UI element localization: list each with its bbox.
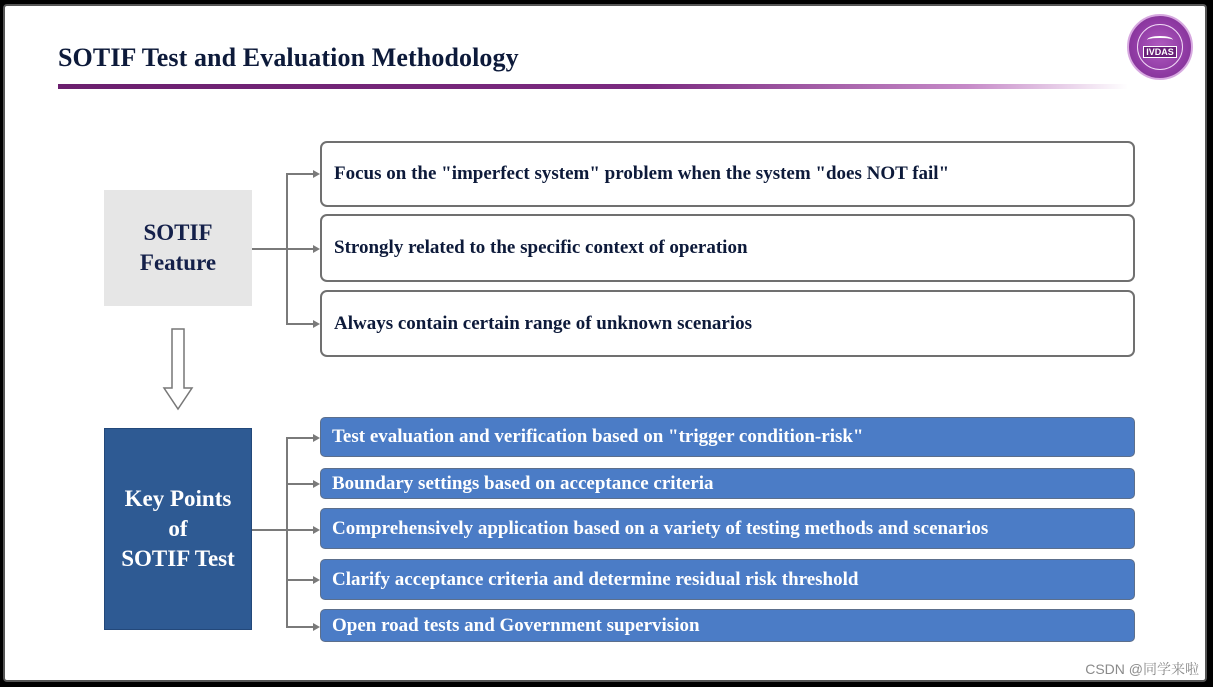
key-point-item: Clarify acceptance criteria and determine residual risk threshold <box>320 559 1135 600</box>
arrow-right-icon <box>313 526 320 534</box>
watermark: CSDN @同学来啦 <box>1085 661 1199 677</box>
arrow-right-icon <box>313 170 320 178</box>
arrow-right-icon <box>313 245 320 253</box>
key-label-line2: of <box>168 516 188 541</box>
key-label-line3: SOTIF Test <box>121 546 235 571</box>
feature-label-line2: Feature <box>139 250 217 275</box>
connector-line <box>252 248 287 250</box>
connector-line <box>286 483 314 485</box>
connector-line <box>286 437 288 627</box>
arrow-right-icon <box>313 480 320 488</box>
connector-line <box>286 248 314 250</box>
feature-item: Strongly related to the specific context of operation <box>320 214 1135 282</box>
slide-title: SOTIF Test and Evaluation Methodology <box>58 43 519 72</box>
key-point-item: Test evaluation and verification based on "trigger condition-risk" <box>320 417 1135 457</box>
connector-line <box>286 173 314 175</box>
car-icon <box>1147 36 1173 44</box>
logo-text: IVDAS <box>1143 46 1177 58</box>
arrow-right-icon <box>313 576 320 584</box>
connector-line <box>286 323 314 325</box>
key-point-item: Open road tests and Government supervision <box>320 609 1135 642</box>
feature-item: Always contain certain range of unknown scenarios <box>320 290 1135 357</box>
key-point-item: Boundary settings based on acceptance criteria <box>320 468 1135 499</box>
connector-line <box>286 529 314 531</box>
arrow-right-icon <box>313 434 320 442</box>
connector-line <box>252 529 287 531</box>
key-points-box <box>104 428 252 630</box>
connector-line <box>286 437 314 439</box>
title-underline <box>58 84 1128 89</box>
down-arrow-icon <box>162 328 194 412</box>
arrow-right-icon <box>313 320 320 328</box>
feature-item: Focus on the "imperfect system" problem when the system "does NOT fail" <box>320 141 1135 207</box>
connector-line <box>286 579 314 581</box>
sotif-feature-box <box>104 190 252 306</box>
ivdas-logo-icon <box>1127 14 1193 80</box>
key-point-item: Comprehensively application based on a variety of testing methods and scenarios <box>320 508 1135 549</box>
feature-label-line1: SOTIF <box>143 220 213 245</box>
arrow-right-icon <box>313 623 320 631</box>
connector-line <box>286 626 314 628</box>
key-label-line1: Key Points <box>124 486 232 511</box>
